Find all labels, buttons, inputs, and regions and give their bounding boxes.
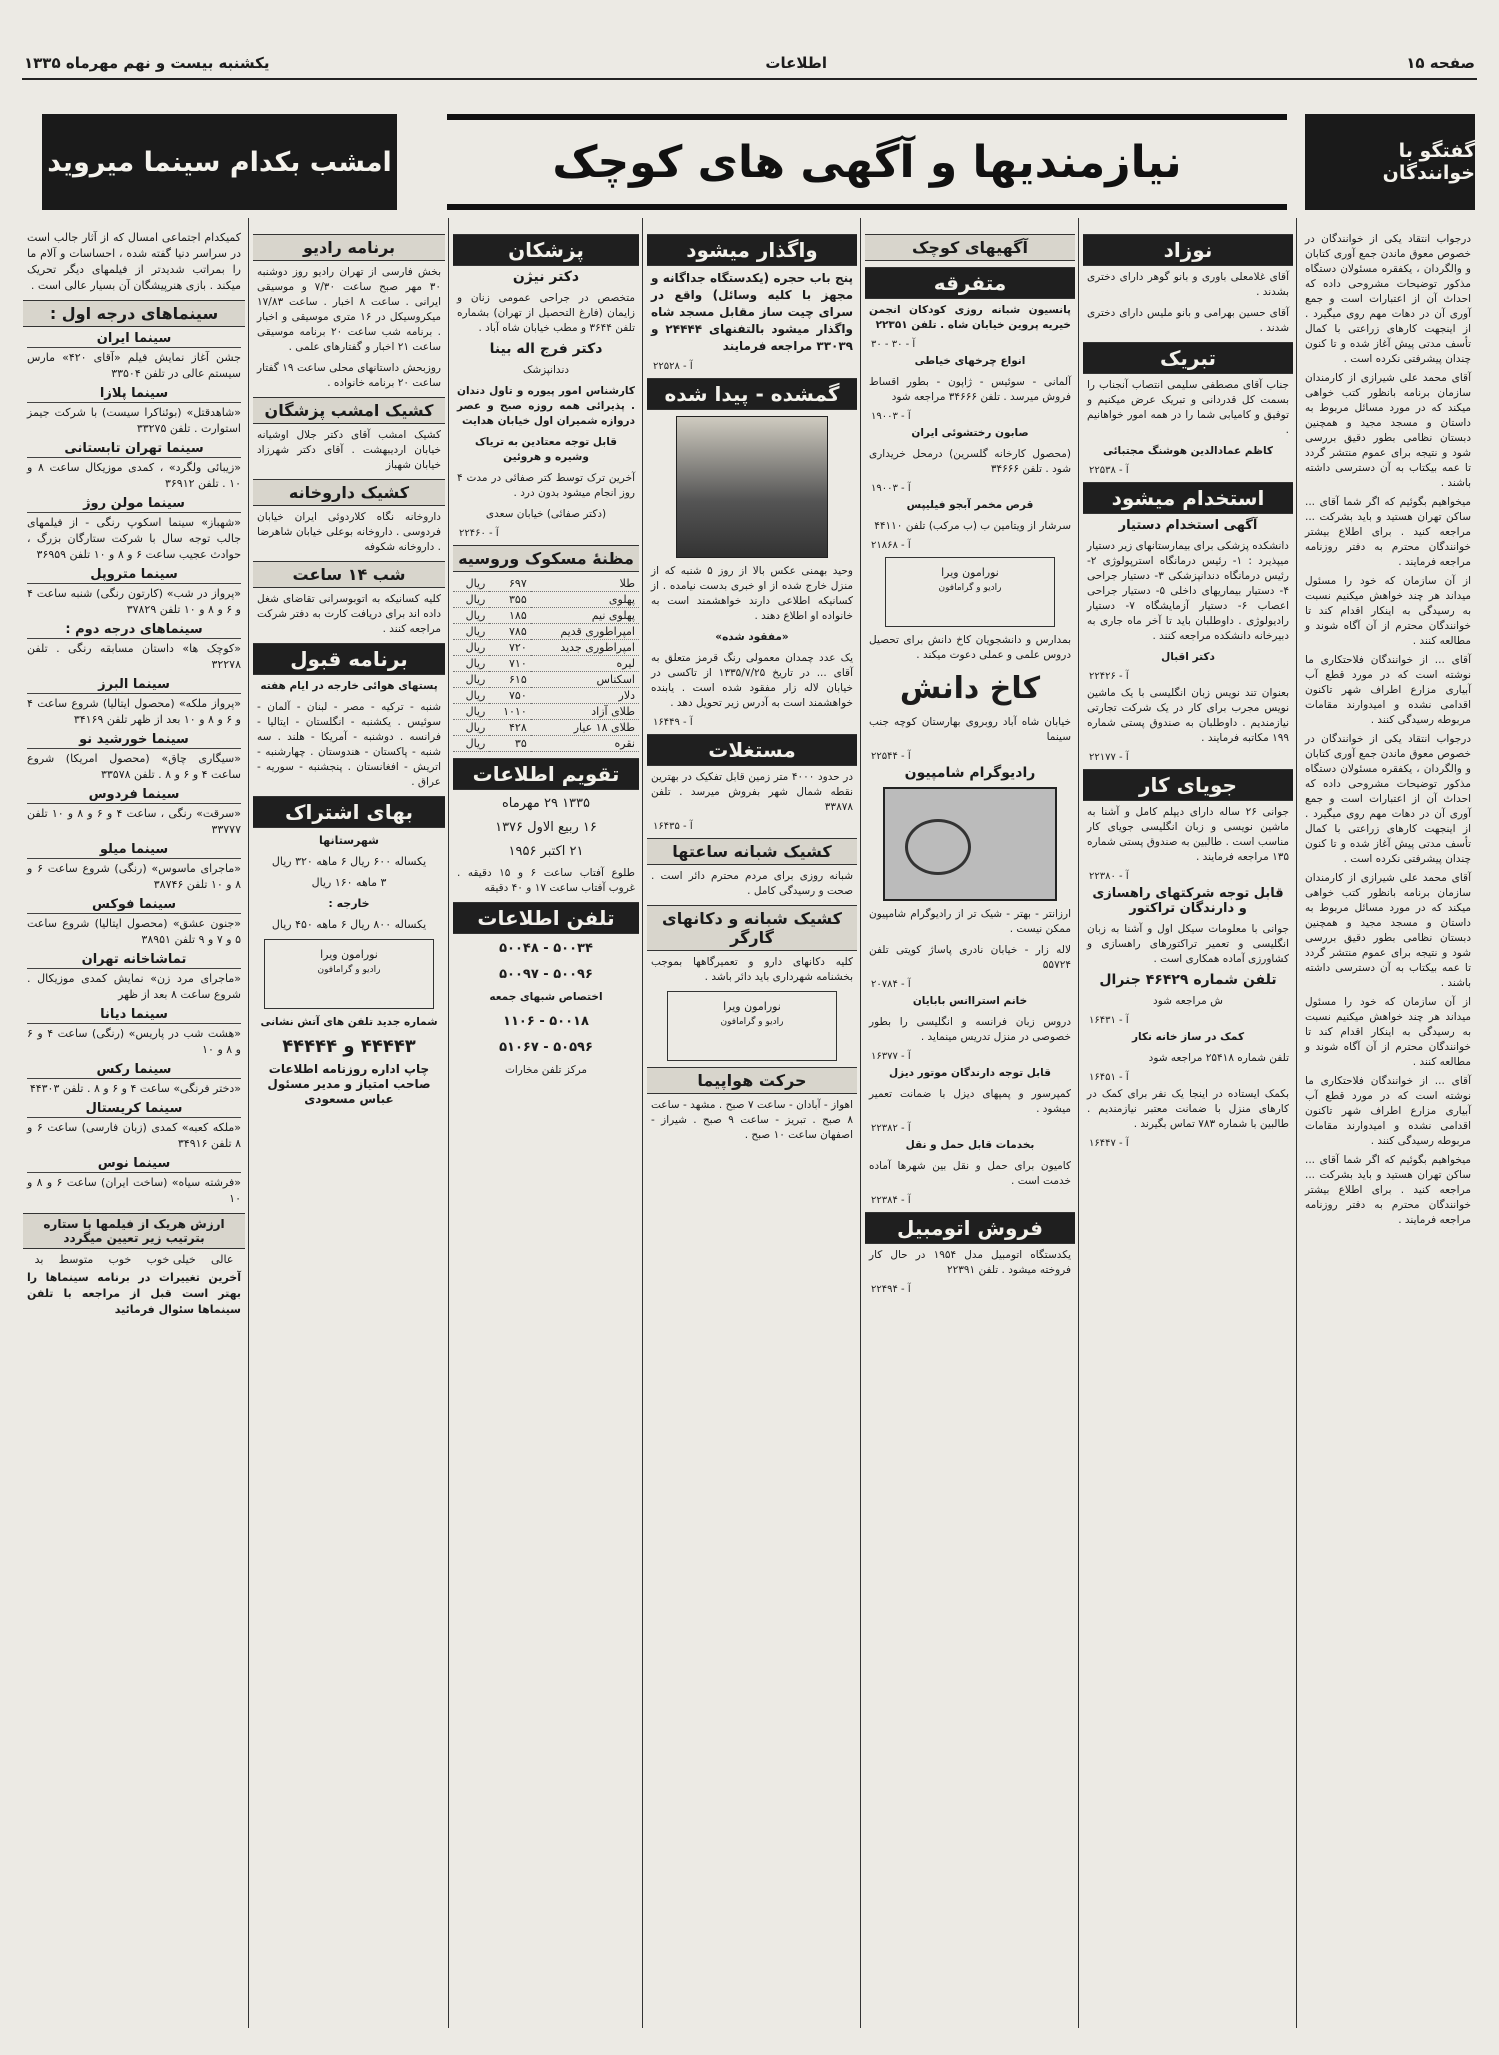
- radio-text: ارزانتر - بهتر - شیک تر از رادیوگرام شامپیون ممکن نیست .: [869, 908, 1071, 935]
- coin-price-row: [453, 624, 639, 640]
- cinema-listing: [27, 732, 241, 783]
- kakh-title: کاخ دانش: [899, 671, 1041, 706]
- ad-code: آ - ۱۶۴۴۷: [1089, 1138, 1129, 1149]
- cinema-program: «پرواز ملکه» (محصول ایتالیا) شروع ساعت ۴ و ۶ و ۸ و ۱۰ بعد از ظهر تلفن ۳۴۱۶۹: [27, 697, 241, 726]
- cinema-listing: [27, 1007, 241, 1058]
- ad-code: آ - ۲۱۸۶۸: [871, 540, 911, 551]
- ad-code: آ - ۲۲۳۸۰: [1089, 871, 1129, 882]
- ad-code: آ - ۲۲۴۲۶: [1089, 671, 1129, 682]
- ad-code: آ - ۱۶۴۳۱: [1089, 1015, 1129, 1026]
- ad-title: بخدمات قابل حمل و نقل: [905, 1139, 1035, 1151]
- ratings-row: [27, 1253, 241, 1266]
- column-rule: [248, 218, 249, 2028]
- cinema-list: [23, 331, 245, 1207]
- coin-price-cell: ۷۱۰: [489, 656, 530, 672]
- reader-letter: آقای محمد علی شیرازی از کارمندان سازمان برنامه بانظور کتب خواهی میکند که در مورد مسائل مربوط به داستان و مسجد مجید و همچنین دبستان نظامی بطور دقیق بررسی شود و نتیجه برای عموم منتشر گردد تا عمه بیکتاب به آن دسترسی داشته باشند .: [1305, 872, 1471, 989]
- column-rule: [1078, 218, 1079, 2028]
- coin-price-cell: ریال: [453, 704, 489, 720]
- coin-price-cell: امپراطوری جدید: [531, 640, 639, 656]
- cinema-name: تماشاخانه تهران: [27, 952, 241, 969]
- cinema-name: سینما فوکس: [27, 897, 241, 914]
- calendar-note: طلوع آفتاب ساعت ۶ و ۱۵ دقیقه . غروب آفتاب ساعت ۱۷ و ۴۰ دقیقه: [457, 867, 635, 894]
- pharmacy-heading: کشیک داروخانه: [253, 479, 445, 506]
- clean-text: بکمک ایستاده در اینجا یک نفر برای کمک در کارهای منزل با ضمانت معتبر نیازمندیم . طالبین با شماره ۷۸۳ تماس بگیرند .: [1087, 1088, 1289, 1130]
- coin-price-cell: ریال: [453, 608, 489, 624]
- cinema-name: سینما البرز: [27, 677, 241, 694]
- phone-heading: تلفن اطلاعات: [453, 902, 639, 934]
- ad-code: آ - ۱۶۴۳۵: [653, 821, 693, 832]
- doctor-specialty: دندانپزشک: [522, 364, 570, 376]
- jobseek-heading: جویای کار: [1083, 769, 1293, 801]
- cinema-name: سینما متروپل: [27, 567, 241, 584]
- cinema-listing: [27, 952, 241, 1003]
- misc-heading: متفرقه: [865, 267, 1075, 299]
- readers-column: [1301, 228, 1475, 2028]
- doctors-heading: پزشکان: [453, 234, 639, 266]
- calendar-line: ۲۱ اکتبر ۱۹۵۶: [508, 844, 584, 859]
- notices-column: [1083, 228, 1293, 2028]
- cinema-intro: کمیکدام اجتماعی امسال که از آثار جالب است در سراسر دنیا گفته شده ، احساسات و آلام ما را بمراتب شدیدتر از فیلمهای دیگر تحریک میکند . بازی هنرپیشگان آن بسیار عالی است .: [27, 231, 241, 292]
- program-sub: پستهای هوائی خارجه در ایام هفته: [260, 680, 438, 692]
- page-header: [22, 54, 1477, 80]
- phone-sub: ش مراجعه شود: [1153, 995, 1223, 1007]
- reader-letter: آقای محمد علی شیرازی از کارمندان سازمان برنامه بانظور کتب خواهی میکند که در مورد مسائل مربوط به داستان و مسجد مجید و همچنین دبستان نظامی بطور دقیق بررسی شود و نتیجه برای عموم منتشر گردد تا عمه بیکتاب به آن دسترسی داشته باشند .: [1305, 372, 1471, 489]
- doctor-kiosk-heading: کشیک امشب پزشگان: [253, 397, 445, 424]
- missing-person-photo: [676, 416, 828, 558]
- coin-price-row: [453, 592, 639, 608]
- ratings-heading: ارزش هریک از فیلمها با ستاره بترتیب زیر تعیین میگردد: [23, 1213, 245, 1249]
- ad-code: آ - ۲۲۱۷۷: [1089, 752, 1129, 763]
- reader-letter: از آن سازمان که خود را مسئول میداند هر چند خواهش میکنیم نسبت به رسیدگی به اینکار اقدام کند تا خوانندگان محترم از آن آگاه شوند و مطالعه کنند .: [1305, 996, 1471, 1068]
- coin-price-row: [453, 720, 639, 736]
- cinema-name: سینما فردوس: [27, 787, 241, 804]
- ad-code: آ - ۱۹۰۰۳: [871, 411, 911, 422]
- phone-note: اختصاص شبهای جمعه: [489, 991, 603, 1003]
- cinema-column: [23, 228, 245, 2028]
- cinema-program: «کوچک ها» داستان مسابقه رنگی . تلفن ۳۲۲۷۸: [27, 642, 241, 671]
- radiogram-title: رادیوگرام شامپیون: [904, 765, 1036, 781]
- hiring-signature: دکتر اقبال: [1161, 651, 1215, 663]
- ad-code: آ - ۲۲۵۳۸: [1089, 465, 1129, 476]
- coin-price-cell: ۷۸۵: [489, 624, 530, 640]
- coin-price-cell: ۶۱۵: [489, 672, 530, 688]
- coin-price-cell: امپراطوری قدیم: [531, 624, 639, 640]
- ad-text: دروس زبان فرانسه و انگلیسی را بطور خصوصی در منزل تدریس مینماید .: [869, 1016, 1071, 1043]
- sale-column: [647, 228, 857, 2028]
- phone-numbers: ۵۰۰۳۴ - ۵۰۰۴۸: [499, 941, 593, 956]
- rating-label: متوسط: [58, 1253, 94, 1266]
- publisher-signature: چاپ اداره روزنامه اطلاعات صاحب امتیاز و مدیر مسئول عباس مسعودی: [267, 1062, 431, 1106]
- coin-price-cell: ۱۸۵: [489, 608, 530, 624]
- newspaper-page: [22, 18, 1477, 2038]
- sale-heading: واگذار میشود: [647, 234, 857, 266]
- ad-text: پانسیون شبانه روزی کودکان انجمن خیریه پروین خیابان شاه . تلفن ۲۲۳۵۱: [869, 304, 1071, 331]
- ad-code: آ - ۲۲۵۲۸: [653, 361, 693, 372]
- cinema-name: سینما کریستال: [27, 1101, 241, 1118]
- coin-price-row: [453, 736, 639, 752]
- phone-numbers: ۵۰۵۹۶ - ۵۱۰۶۷: [499, 1040, 593, 1055]
- coin-price-cell: پهلوی: [531, 592, 639, 608]
- radio-schedule: بخش فارسی از تهران رادیو روز دوشنبه ۳۰ مهر صبح ساعت ۷/۳۰ و موسیقی ایرانی . ساعت ۸ اخبار . ساعت ۱۷/۸۳ میکروسیکل در ۱۶ متری موسیقی و اخبار . برنامه شب ساعت ۲۰ برنامه موسیقی ساعت ۲۱ اخبار و گفتارهای علمی .: [257, 266, 442, 353]
- coin-price-cell: ریال: [453, 656, 489, 672]
- radio-heading: برنامه رادیو: [253, 234, 445, 261]
- ad-code: آ - ۱۶۴۴۹: [653, 717, 693, 728]
- fire-phones: ۴۴۴۴۳ و ۴۴۴۴۴: [282, 1036, 416, 1057]
- addiction-text: آخرین ترک توسط کتر صفائی در مدت ۴ روز انجام میشود بدون درد .: [457, 472, 635, 499]
- rating-label: خوب: [108, 1253, 132, 1266]
- cinema-name: سینما مولن روژ: [27, 496, 241, 513]
- bus-heading: شب ۱۴ ساعت: [253, 561, 445, 588]
- vega-name: نورامون ویرا: [941, 566, 999, 579]
- vega-sub: رادیو و گرامافون: [938, 583, 1002, 593]
- column-rule: [1296, 218, 1297, 2028]
- radio-schedule-2: روزبحش داستانهای محلی ساعت ۱۹ گفتار ساعت ۲۰ برنامه خانواده .: [257, 362, 441, 389]
- doctor-name: دکتر فرج اله بینا: [489, 341, 603, 357]
- lost-heading: گمشده - پیدا شده: [647, 378, 857, 410]
- ad-code: آ - ۲۰۷۸۴: [871, 979, 911, 990]
- cinema-name: سینما تهران تابستانی: [27, 441, 241, 458]
- cinema-program: «شاهدقتل» (بوئناکرا سیست) با شرکت جیمز استوارت . تلفن ۳۳۲۷۵: [27, 406, 241, 435]
- ad-code: آ - ۲۲۴۹۴: [871, 1284, 911, 1295]
- issue-date: یکشنبه بیست و نهم مهرماه ۱۳۳۵: [24, 54, 270, 72]
- doctor-text: کارشناس امور پیوره و تاول دندان . پذیرائی همه روزه صبح و عصر دروازه شمیران اول خیابان هدایت: [457, 385, 635, 427]
- sale-text: پنج باب حجره (یکدستگاه جداگانه و مجهز با کلیه وسائل) واقع در سرای چیت ساز مقابل مسجد شاه واگذار میشود بالتفنهای ۲۴۴۴۴ و ۳۳۰۳۹ مراجعه فرمایند: [651, 271, 854, 353]
- cinema-program: «شهباز» سینما اسکوپ رنگی - از فیلمهای جالب توجه سال با شرکت ستارگان بزرگ ، حوادث عجیب ساعت ۶ و ۸ و ۱۰ تلفن ۳۶۹۵۹: [27, 516, 241, 561]
- cinema-grade-heading: سینماهای درجه اول :: [23, 300, 245, 327]
- cinema-listing: [27, 496, 241, 563]
- kiosk2-heading: کشیک شبانه و دکانهای گارگر: [647, 905, 857, 951]
- ad-code: آ - ۲۲۴۶۰: [459, 528, 499, 539]
- maid-text: تلفن شماره ۲۵۴۱۸ مراجعه شود: [1148, 1052, 1289, 1064]
- cinema-banner-text: امشب بکدام سینما میروید: [47, 146, 392, 178]
- newspaper-name: اطلاعات: [765, 54, 827, 72]
- vega-ad: [667, 991, 837, 1061]
- ad-text: کامیون برای حمل و نقل بین شهرها آماده خدمت است .: [869, 1160, 1071, 1187]
- pharmacy-text: داروخانه نگاه کلاردوئی ایران خیابان فردوسی . داروخانه بوعلی خیابان شاهرضا . داروخانه شکوفه: [257, 511, 441, 553]
- phone-line: تلفن شماره ۴۶۴۲۹ جنرال: [1099, 972, 1277, 988]
- coin-price-cell: ریال: [453, 592, 489, 608]
- coin-price-cell: ریال: [453, 640, 489, 656]
- cinema-program: «هشت شب در پاریس» (رنگی) ساعت ۴ و ۶ و ۸ و ۱۰: [27, 1027, 241, 1056]
- cinema-program: «سرقت» رنگی ، ساعت ۴ و ۶ و ۸ و ۱۰ تلفن ۳۳۷۷۷: [27, 807, 241, 836]
- cinema-program: «پرواز در شب» (کارتون رنگی) شنبه ساعت ۴ و ۶ و ۸ و ۱۰ تلفن ۳۷۸۲۹: [27, 587, 241, 616]
- program-heading: برنامه قبول: [253, 643, 445, 675]
- subscription-heading: بهای اشتراک: [253, 796, 445, 828]
- cinema-banner: [42, 114, 397, 210]
- congrats-heading: تبریک: [1083, 342, 1293, 374]
- hiring-subheading: آگهی استخدام دستیار: [1118, 518, 1258, 533]
- classifieds-banner: [447, 114, 1287, 210]
- car-text: یکدستگاه اتومبیل مدل ۱۹۵۴ در حال کار فروخته میشود . تلفن ۲۲۳۹۱: [869, 1249, 1071, 1276]
- ad-text: کمپرسور و پمپهای دیزل با ضمانت تعمیر میشود .: [869, 1088, 1071, 1115]
- cinema-program: «جنون عشق» (محصول ایتالیا) شروع ساعت ۵ و ۷ و ۹ تلفن ۳۸۹۵۱: [27, 917, 241, 946]
- kiosk-heading: کشیک شبانه ساعتها: [647, 838, 857, 865]
- ad-title: خانم استراانس بابایان: [912, 995, 1028, 1007]
- cinema-program: «زیبائی ولگرد» ، کمدی موزیکال ساعت ۸ و ۱۰ . تلفن ۳۶۹۱۲: [27, 461, 242, 490]
- coin-price-cell: ریال: [453, 576, 489, 592]
- reader-letter: میخواهیم بگوئیم که اگر شما آقای ... ساکن تهران هستید و باید بشرکت ... مراجعه کنید . برای اطلاع بیشتر خوانندگان محترم به دفتر روزنامه مراجعه فرمایند .: [1305, 1154, 1471, 1226]
- cinema-program: «سیگاری چاق» (محصول امریکا) شروع ساعت ۴ و ۶ و ۸ . تلفن ۳۳۵۷۸: [27, 752, 241, 781]
- coin-price-cell: ۷۵۰: [489, 688, 530, 704]
- addiction-heading: قابل توجه معتادین به تریاک وشیره و هروئین: [474, 436, 618, 463]
- tractor-heading: قابل توجه شرکتهای راهسازی و دارندگان تراکتور: [1092, 886, 1284, 916]
- radio-column: [253, 228, 445, 2028]
- kiosk2-text: کلیه دکانهای دارو و تعمیرگاهها بموجب بخشنامه شهرداری باید دائر باشد .: [651, 956, 853, 983]
- cinema-footer: آخرین تغییرات در برنامه سینماها را بهتر است قبل از مراجعه با تلفن سینماها سئوال فرمائید: [27, 1271, 241, 1316]
- lost-text: وحید بهمنی عکس بالا از روز ۵ شنبه که از منزل خارج شده از او خبری بدست نیامده . از کسانیکه اطلاعی دارند خواهشمند است به خانواده او اطلاع دهند .: [651, 565, 853, 622]
- coin-price-row: [453, 608, 639, 624]
- coin-price-cell: ۱۰۱۰: [489, 704, 530, 720]
- cinema-listing: [27, 622, 241, 673]
- cinema-name: سینماهای درجه دوم :: [27, 622, 241, 639]
- cinema-listing: [27, 897, 241, 948]
- ad-code: آ - ۲۲۳۸۴: [871, 1195, 911, 1206]
- fire-phones-heading: شماره جدید تلفن های آتش نشانی: [260, 1016, 438, 1028]
- bus-text: کلیه کسانیکه به اتوبوسرانی تقاضای شغل داده اند برای دریافت کارت به دفتر شرکت مراجعه کنند .: [257, 593, 441, 635]
- cinema-program: «ملکه کعبه» کمدی (زبان فارسی) ساعت ۶ و ۸ تلفن ۳۴۹۱۶: [27, 1121, 242, 1150]
- cinema-listing: [27, 567, 241, 618]
- estate-text: در حدود ۴۰۰۰ متر زمین قابل تفکیک در بهترین نقطه شمال شهر بفروش میرسد . تلفن ۳۳۸۷۸: [651, 771, 854, 813]
- cinema-listing: [27, 1062, 241, 1097]
- coin-price-cell: پهلوی نیم: [531, 608, 639, 624]
- calendar-line: ۱۶ ربیع الاول ۱۳۷۶: [495, 820, 597, 835]
- small-ads-heading: آگهیهای کوچک: [865, 234, 1075, 261]
- classifieds-banner-text: نیازمندیها و آگهی های کوچک: [552, 136, 1182, 188]
- doctor-text: متخصص در جراحی عمومی زنان و زایمان (فارغ التحصیل از تهران) بشماره تلفن ۳۶۴۴ و مطب خیابان شاه آباد .: [457, 292, 635, 334]
- phone-exchange: مرکز تلفن مخارات: [504, 1064, 588, 1076]
- cinema-name: سینما ایران: [27, 331, 241, 348]
- coin-price-cell: طلای آزاد: [531, 704, 639, 720]
- reader-letter: از آن سازمان که خود را مسئول میداند هر چند خواهش میکنیم نسبت به رسیدگی به اینکار اقدام کند تا خوانندگان محترم از آن آگاه شوند و مطالعه کنند .: [1305, 575, 1471, 647]
- radiogram-image: [883, 787, 1057, 901]
- rating-label: عالی: [210, 1253, 234, 1266]
- rating-label: بد: [34, 1253, 44, 1266]
- reader-letter: درجواب انتقاد یکی از خوانندگان در خصوص معوق ماندن جمع آوری کتابان و والگردان ، یکفقره مسئولان دستگاه مذکور توضیحات مشروحی داده که احداث آن از اعتبارات است و جمع آوری آن در دهات مهم روی میگیرد . از اینجهت کارهای زراعتی با کمال تأسف مدتی پیش آغاز شده و تا کنون چندان پیشرفتی نکرده است .: [1305, 233, 1471, 365]
- coin-price-cell: ۳۵۵: [489, 592, 530, 608]
- ad-title: صابون رختشوئی ایران: [911, 427, 1029, 439]
- cinema-name: سینما خورشید نو: [27, 732, 241, 749]
- cinema-program: «دختر فرنگی» ساعت ۴ و ۶ و ۸ . تلفن ۴۴۳۰۳: [29, 1082, 241, 1095]
- program-text: شنبه - ترکیه - مصر - لبنان - آلمان - سوئیس . یکشنبه - انگلستان - ایتالیا - فرانسه . دوشنبه - آمریکا - هلند . سه شنبه - پاکستان - هندوستان . چهارشنبه - اتریش - افغانستان . پنجشنبه - سوریه - عراق .: [257, 701, 441, 788]
- lost-text-2: یک عدد چمدان معمولی رنگ قرمز متعلق به آقای ... در تاریخ ۱۳۳۵/۷/۲۵ از تاکسی در خیابان لاله زار مفقود شده است . یابنده خواهشمند است به آدرس زیر تحویل دهد .: [651, 652, 853, 709]
- phone-numbers: ۵۰۰۱۸ - ۱۱۰۶: [503, 1014, 589, 1029]
- coin-price-cell: دلار: [531, 688, 639, 704]
- flights-heading: حرکت هواپیما: [647, 1067, 857, 1094]
- hiring-heading: استخدام میشود: [1083, 482, 1293, 514]
- vega-sub: رادیو و گرامافون: [317, 965, 381, 975]
- cinema-name: سینما میلو: [27, 842, 241, 859]
- coin-price-row: [453, 640, 639, 656]
- birth-notice: آقای غلامعلی باوری و بانو گوهر دارای دختری بشدند .: [1087, 271, 1289, 298]
- cinema-listing: [27, 331, 241, 382]
- hiring-text: دانشکده پزشکی برای بیمارستانهای زیر دستیار میپذیرد : ۱- رئیس درمانگاه استرپولوژی ۲- رئیس درمانگاه دندانپزشکی ۳- دستیار جراحی ۴- دستیار بیماریهای داخلی ۵- دستیار جراحی اعصاب ۶- دستیار آزمایشگاه ۷- دستیار رادیولوژی . داوطلبان باید تا آخر ماه جاری به دبیرخانه دانشکده مراجعه کنند .: [1087, 540, 1290, 642]
- ad-text: سرشار از ویتامین ب (ب مرکب) تلفن ۴۴۱۱۰: [874, 520, 1071, 532]
- phone-numbers: ۵۰۰۹۶ - ۵۰۰۹۷: [499, 967, 593, 982]
- ad-code: آ - ۲۲۳۸۲: [871, 1123, 911, 1134]
- reader-letter: میخواهیم بگوئیم که اگر شما آقای ... ساکن تهران هستید و باید بشرکت ... مراجعه کنید . برای اطلاع بیشتر خوانندگان محترم به دفتر روزنامه مراجعه فرمایند .: [1305, 496, 1471, 568]
- page-number: صفحه ۱۵: [1406, 54, 1475, 72]
- lost-subheading: «مفقود شده»: [715, 631, 789, 643]
- coin-price-cell: ۷۲۰: [489, 640, 530, 656]
- birth-notice: آقای حسین بهرامی و بانو ملیس دارای دختری شدند .: [1087, 307, 1289, 334]
- vega-name: نورامون ویرا: [320, 948, 378, 961]
- coin-price-cell: اسکناس: [531, 672, 639, 688]
- doctor-name: دکتر نیژن: [512, 269, 580, 285]
- reader-letter: آقای ... از خوانندگان فلاحتکاری ما نوشته است که در مورد قطع آب آبیاری مزارع اطراف شهر تاکنون اقدامی نشده و امیدوارند مقامات مربوطه رسیدگی کنند .: [1305, 654, 1471, 726]
- kiosk-text: شبانه روزی برای مردم محترم دائر است . صحت و رسیدگی کامل .: [651, 870, 853, 897]
- cinema-program: جشن آغاز نمایش فیلم «آقای ۴۲۰» مارس سیستم عالی در تلفن ۳۳۵۰۴: [27, 351, 241, 380]
- hiring-text-2: بعنوان تند نویس زبان انگلیسی با یک ماشین نویس مجرب برای کار در یک شرکت تجارتی نیازمندیم . داوطلبان به صندوق پستی شماره ۱۹۹ مکاتبه فرمایند .: [1087, 687, 1289, 744]
- radio-address: لاله زار - خیابان نادری پاساژ کویتی تلفن ۵۵۷۲۴: [869, 944, 1071, 971]
- vega-ad: [885, 557, 1055, 627]
- ad-code: آ - ۳۰ - ۳۰: [871, 339, 916, 350]
- congrats-signature: کاظم عمادالدین هوشنگ مجتبائی: [1102, 445, 1274, 457]
- flights-text: اهواز - آبادان - ساعت ۷ صبح . مشهد - ساعت ۸ صبح . تبریز - ساعت ۹ صبح . شیراز - اصفهان ساعت ۱۰ صبح .: [651, 1099, 853, 1141]
- vega-sub: رادیو و گرامافون: [720, 1017, 784, 1027]
- maid-heading: کمک در ساز خانه نکار: [1131, 1031, 1245, 1043]
- kakh-address: خیابان شاه آباد روبروی بهارستان کوچه جنب سینما: [869, 716, 1071, 743]
- subscription-rate: ۳ ماهه ۱۶۰ ریال: [311, 876, 387, 889]
- cinema-program: «ماجرای ماسوس» (رنگی) شروع ساعت ۶ و ۸ و ۱۰ تلفن ۳۸۷۴۶: [27, 862, 241, 891]
- estate-heading: مستغلات: [647, 734, 857, 766]
- cinema-listing: [27, 386, 241, 437]
- cinema-listing: [27, 842, 241, 893]
- car-heading: فروش اتومبیل: [865, 1212, 1075, 1244]
- vega-name: نورامون ویرا: [723, 1000, 781, 1013]
- coin-price-cell: نقره: [531, 736, 639, 752]
- ad-code: آ - ۱۶۴۵۱: [1089, 1072, 1129, 1083]
- coin-price-cell: ریال: [453, 736, 489, 752]
- coin-price-cell: ریال: [453, 688, 489, 704]
- reader-letter: درجواب انتقاد یکی از خوانندگان در خصوص معوق ماندن جمع آوری کتابان و والگردان ، یکفقره مسئولان دستگاه مذکور توضیحات مشروحی داده که احداث آن از اعتبارات است و جمع آوری آن در دهات مهم روی میگیرد . از اینجهت کارهای زراعتی با کمال تأسف مدتی پیش آغاز شده و تا کنون چندان پیشرفتی نکرده است .: [1305, 733, 1471, 865]
- readers-banner: [1305, 114, 1475, 210]
- cinema-name: سینما نوس: [27, 1156, 241, 1173]
- congrats-text: جناب آقای مصطفی سلیمی انتصاب آنجناب را بسمت کل قدردانی و تبریک عرض میکنیم و توفیق و کامیابی شما را در همه امور خواهانیم .: [1087, 379, 1289, 436]
- coin-price-row: [453, 688, 639, 704]
- calendar-heading: تقویم اطلاعات: [453, 758, 639, 790]
- reader-letter: آقای ... از خوانندگان فلاحتکاری ما نوشته است که در مورد قطع آب آبیاری مزارع اطراف شهر تاکنون اقدامی نشده و امیدوارند مقامات مربوطه رسیدگی کنند .: [1305, 1075, 1471, 1147]
- ad-text: آلمانی - سوئیس - ژاپون - بطور اقساط فروش میرسد . تلفن ۳۴۶۶۶ مراجعه شود: [869, 376, 1071, 403]
- cinema-name: سینما پلازا: [27, 386, 241, 403]
- coin-price-cell: ۶۹۷: [489, 576, 530, 592]
- vega-ad: [264, 939, 434, 1009]
- jobseek-text: جوانی ۲۶ ساله دارای دیپلم کامل و آشنا به ماشین نویسی و زبان انگلیسی جویای کار مناسب است . طالبین به صندوق پستی شماره ۱۳۵ مراجعه فرمایند .: [1087, 806, 1289, 863]
- coin-prices-heading: مظنهٔ مسکوک وروسیه: [453, 545, 639, 572]
- coin-price-cell: طلای ۱۸ عیار: [531, 720, 639, 736]
- cinema-listing: [27, 1101, 241, 1152]
- tractor-text: جوانی با معلومات سیکل اول و آشنا به زبان انگلیسی و تعمیر تراکتورهای راهسازی و کشاورزی آماده همکاری است .: [1087, 923, 1289, 965]
- cinema-program: «فرشته سیاه» (ساخت ایران) ساعت ۶ و ۸ و ۱۰: [27, 1176, 241, 1205]
- doctor-kiosk-text: کشیک امشب آقای دکتر جلال اوشیانه خیابان اردیبهشت . آقای دکتر شهرزاد خیابان شهباز: [257, 429, 441, 471]
- coin-price-cell: ۴۲۸: [489, 720, 530, 736]
- coin-price-cell: لیره: [531, 656, 639, 672]
- doctors-column: [453, 228, 639, 2028]
- coin-price-cell: ریال: [453, 624, 489, 640]
- ad-title: انواع چرخهای خیاطی: [914, 355, 1026, 367]
- cinema-listing: [27, 441, 241, 492]
- readers-banner-text: گفتگو با خوانندگان: [1382, 140, 1475, 184]
- ad-code: آ - ۲۲۵۴۴: [871, 751, 911, 762]
- coin-price-cell: طلا: [531, 576, 639, 592]
- ad-title: قابل توجه دارندگان موتور دیزل: [889, 1067, 1051, 1079]
- ad-text: (محصول کارخانه گلسرین) درمحل خریداری شود . تلفن ۳۴۶۶۶: [869, 448, 1071, 475]
- column-rule: [448, 218, 449, 2028]
- subscription-foreign: خارجه :: [328, 897, 370, 910]
- ad-title: قرص مخمر آبجو فیلیپس: [906, 499, 1034, 511]
- subscription-rate: یکساله ۶۰۰ ریال ۶ ماهه ۳۲۰ ریال: [271, 855, 427, 868]
- cinema-name: سینما دیانا: [27, 1007, 241, 1024]
- rating-label: خیلی خوب: [146, 1253, 196, 1266]
- ad-code: آ - ۱۶۳۷۷: [871, 1051, 911, 1062]
- calendar-line: ۱۳۳۵ ۲۹ مهرماه: [501, 796, 591, 811]
- cinema-program: «ماجرای مرد زن» نمایش کمدی موزیکال . شروع ساعت ۸ بعد از ظهر: [27, 972, 241, 1001]
- coin-price-row: [453, 656, 639, 672]
- coin-price-row: [453, 672, 639, 688]
- addiction-signature: (دکتر صفائی) خیابان سعدی: [485, 508, 607, 520]
- subscription-rate: یکساله ۸۰۰ ریال ۶ ماهه ۴۵۰ ریال: [271, 918, 427, 931]
- cinema-name: سینما رکس: [27, 1062, 241, 1079]
- school-text: بمدارس و دانشجویان کاخ دانش برای تحصیل دروس علمی و عملی دعوت میکند .: [869, 634, 1071, 661]
- coin-price-row: [453, 704, 639, 720]
- small-ads-column: [865, 228, 1075, 2028]
- column-rule: [860, 218, 861, 2028]
- coin-price-cell: ریال: [453, 720, 489, 736]
- coin-price-cell: ریال: [453, 672, 489, 688]
- subscription-sub: شهرستانها: [319, 834, 379, 847]
- coin-price-row: [453, 576, 639, 592]
- coin-prices-table: [453, 576, 639, 752]
- cinema-listing: [27, 787, 241, 838]
- ad-code: آ - ۱۹۰۰۳: [871, 483, 911, 494]
- birth-heading: نوزاد: [1083, 234, 1293, 266]
- column-rule: [642, 218, 643, 2028]
- cinema-listing: [27, 677, 241, 728]
- coin-price-cell: ۳۵: [489, 736, 530, 752]
- cinema-listing: [27, 1156, 241, 1207]
